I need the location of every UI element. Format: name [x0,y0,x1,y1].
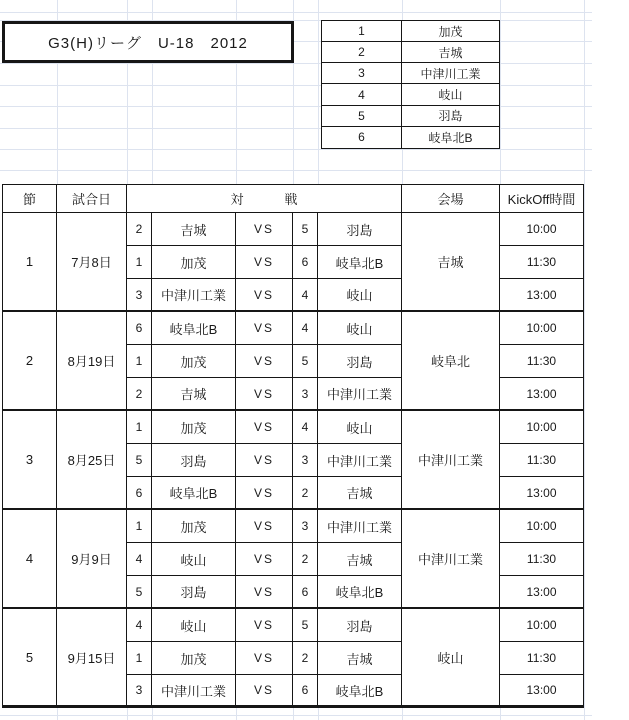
home-no-cell: 4 [127,609,152,642]
kickoff-time-cell: 10:00 [500,213,583,246]
away-team-cell: 岐阜北B [318,675,402,707]
home-team-cell: 加茂 [152,510,236,543]
kickoff-time-cell: 10:00 [500,411,583,444]
kickoff-time-cell: 11:30 [500,345,583,378]
home-team-cell: 羽島 [152,576,236,609]
away-team-cell: 吉城 [318,477,402,510]
team-name-cell: 羽島 [402,106,499,127]
home-team-cell: 加茂 [152,411,236,444]
vs-cell: VS [236,345,293,378]
away-no-cell: 6 [293,675,318,707]
home-team-cell: 羽島 [152,444,236,477]
gridline-horizontal [0,85,592,86]
match-date-cell: 8月19日 [57,312,127,411]
home-no-cell: 6 [127,477,152,510]
header-date: 試合日 [57,185,127,213]
venue-cell: 岐阜北 [402,312,500,411]
home-no-cell: 3 [127,675,152,707]
home-team-cell: 中津川工業 [152,675,236,707]
away-no-cell: 3 [293,510,318,543]
away-no-cell: 5 [293,213,318,246]
home-no-cell: 1 [127,510,152,543]
vs-cell: VS [236,609,293,642]
kickoff-time-cell: 10:00 [500,312,583,345]
home-team-cell: 加茂 [152,642,236,675]
match-date-cell: 8月25日 [57,411,127,510]
home-no-cell: 4 [127,543,152,576]
vs-cell: VS [236,279,293,312]
home-no-cell: 2 [127,378,152,411]
away-team-cell: 中津川工業 [318,510,402,543]
venue-cell: 中津川工業 [402,510,500,609]
home-no-cell: 2 [127,213,152,246]
team-no-cell: 3 [322,63,402,84]
home-team-cell: 岐阜北B [152,312,236,345]
header-venue: 会場 [402,185,500,213]
away-team-cell: 吉城 [318,543,402,576]
away-team-cell: 岐阜北B [318,246,402,279]
home-no-cell: 5 [127,576,152,609]
kickoff-time-cell: 11:30 [500,246,583,279]
teams-table [321,20,500,149]
home-no-cell: 1 [127,345,152,378]
round-number-cell: 5 [3,609,57,707]
venue-cell: 中津川工業 [402,411,500,510]
away-no-cell: 4 [293,411,318,444]
team-no-cell: 2 [322,42,402,63]
gridline-horizontal [0,170,592,171]
round-number-cell: 1 [3,213,57,312]
away-team-cell: 羽島 [318,213,402,246]
kickoff-time-cell: 13:00 [500,279,583,312]
away-team-cell: 吉城 [318,642,402,675]
team-name-cell: 加茂 [402,21,499,42]
header-match: 対 戦 [127,185,402,213]
away-team-cell: 中津川工業 [318,444,402,477]
away-no-cell: 2 [293,543,318,576]
team-no-cell: 6 [322,127,402,148]
gridline-horizontal [0,128,592,129]
vs-cell: VS [236,246,293,279]
away-no-cell: 6 [293,246,318,279]
away-no-cell: 3 [293,378,318,411]
vs-cell: VS [236,576,293,609]
away-no-cell: 5 [293,609,318,642]
home-team-cell: 中津川工業 [152,279,236,312]
venue-cell: 岐山 [402,609,500,707]
gridline-horizontal [0,715,592,716]
kickoff-time-cell: 10:00 [500,510,583,543]
away-team-cell: 羽島 [318,345,402,378]
team-name-cell: 吉城 [402,42,499,63]
vs-cell: VS [236,675,293,707]
home-no-cell: 5 [127,444,152,477]
vs-cell: VS [236,543,293,576]
away-no-cell: 2 [293,477,318,510]
home-no-cell: 1 [127,411,152,444]
league-title: G3(H)リーグ U-18 2012 [48,34,248,52]
round-number-cell: 2 [3,312,57,411]
away-no-cell: 4 [293,312,318,345]
away-no-cell: 6 [293,576,318,609]
gridline-horizontal [0,63,592,64]
home-no-cell: 6 [127,312,152,345]
venue-cell: 吉城 [402,213,500,312]
away-team-cell: 岐山 [318,411,402,444]
home-team-cell: 岐阜北B [152,477,236,510]
vs-cell: VS [236,378,293,411]
team-no-cell: 5 [322,106,402,127]
home-team-cell: 加茂 [152,246,236,279]
team-name-cell: 岐山 [402,84,499,105]
round-number-cell: 3 [3,411,57,510]
league-title-box [2,21,294,63]
away-no-cell: 5 [293,345,318,378]
kickoff-time-cell: 13:00 [500,576,583,609]
away-no-cell: 2 [293,642,318,675]
vs-cell: VS [236,444,293,477]
kickoff-time-cell: 11:30 [500,444,583,477]
vs-cell: VS [236,312,293,345]
vs-cell: VS [236,510,293,543]
home-no-cell: 1 [127,642,152,675]
gridline-horizontal [0,12,592,13]
team-name-cell: 岐阜北B [428,130,473,145]
kickoff-time-cell: 13:00 [500,477,583,510]
kickoff-time-cell: 10:00 [500,609,583,642]
home-team-cell: 吉城 [152,378,236,411]
match-date-cell: 9月9日 [57,510,127,609]
vs-cell: VS [236,642,293,675]
away-no-cell: 4 [293,279,318,312]
schedule-table [2,184,584,708]
home-no-cell: 3 [127,279,152,312]
header-round: 節 [3,185,57,213]
gridline-vertical [584,0,585,720]
home-team-cell: 加茂 [152,345,236,378]
away-no-cell: 3 [293,444,318,477]
home-team-cell: 岐山 [152,543,236,576]
vs-cell: VS [236,213,293,246]
away-team-cell: 岐阜北B [318,576,402,609]
kickoff-time-cell: 13:00 [500,675,583,707]
kickoff-time-cell: 13:00 [500,378,583,411]
away-team-cell: 岐山 [318,279,402,312]
home-team-cell: 岐山 [152,609,236,642]
kickoff-time-cell: 11:30 [500,642,583,675]
team-name-cell: 中津川工業 [402,63,499,84]
vs-cell: VS [236,411,293,444]
match-date-cell: 7月8日 [57,213,127,312]
away-team-cell: 中津川工業 [318,378,402,411]
home-team-cell: 吉城 [152,213,236,246]
gridline-horizontal [0,149,592,150]
header-kickoff: KickOff時間 [500,185,583,213]
round-number-cell: 4 [3,510,57,609]
away-team-cell: 岐山 [318,312,402,345]
gridline-horizontal [0,106,592,107]
match-date-cell: 9月15日 [57,609,127,707]
home-no-cell: 1 [127,246,152,279]
vs-cell: VS [236,477,293,510]
team-no-cell: 4 [322,84,402,105]
kickoff-time-cell: 11:30 [500,543,583,576]
away-team-cell: 羽島 [318,609,402,642]
team-no-cell: 1 [322,21,402,42]
